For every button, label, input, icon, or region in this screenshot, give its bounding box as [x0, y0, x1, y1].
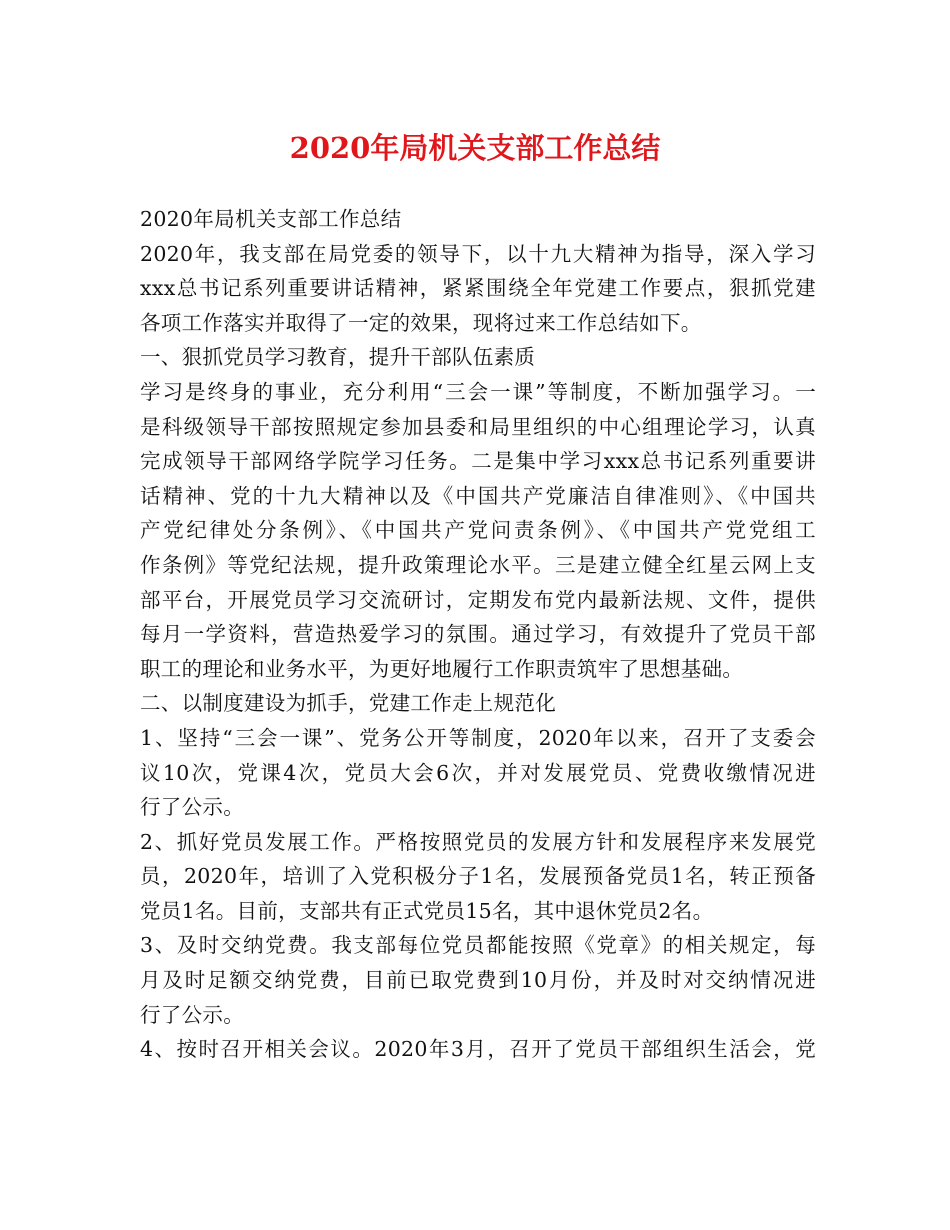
body-line: xxx总书记系列重要讲话精神，紧紧围绕全年党建工作要点，狠抓党建 — [140, 276, 816, 301]
body-line: 行了公示。 — [140, 1002, 244, 1027]
body-line: 月及时足额交纳党费，目前已取党费到10月份，并及时对交纳情况进 — [140, 968, 816, 993]
body-line: 2、抓好党员发展工作。严格按照党员的发展方针和发展程序来发展党 — [140, 829, 816, 854]
section-heading: 二、以制度建设为抓手，党建工作走上规范化 — [140, 691, 556, 716]
section-heading: 一、狠抓党员学习教育，提升干部队伍素质 — [140, 345, 536, 370]
document-body — [140, 202, 816, 1067]
body-line: 学习是终身的事业，充分利用“三会一课”等制度，不断加强学习。一 — [140, 379, 816, 404]
body-line: 1、坚持“三会一课”、党务公开等制度，2020年以来，召开了支委会 — [140, 725, 816, 750]
body-line: 完成领导干部网络学院学习任务。二是集中学习xxx总书记系列重要讲 — [140, 449, 816, 474]
body-line: 各项工作落实并取得了一定的效果，现将过来工作总结如下。 — [140, 310, 702, 335]
body-line: 话精神、党的十九大精神以及《中国共产党廉洁自律准则》、《中国共 — [140, 483, 816, 508]
body-line: 职工的理论和业务水平，为更好地履行工作职责筑牢了思想基础。 — [140, 656, 744, 681]
body-line: 作条例》等党纪法规，提升政策理论水平。三是建立健全红星云网上支 — [140, 552, 816, 577]
body-line: 部平台，开展党员学习交流研讨，定期发布党内最新法规、文件，提供 — [140, 587, 816, 612]
body-line: 2020年局机关支部工作总结 — [140, 207, 402, 231]
body-line: 4、按时召开相关会议。2020年3月，召开了党员干部组织生活会，党 — [140, 1037, 816, 1062]
body-line: 党员1名。目前，支部共有正式党员15名，其中退休党员2名。 — [140, 898, 714, 923]
document-title: 2020年局机关支部工作总结 — [289, 131, 661, 165]
body-line: 是科级领导干部按照规定参加县委和局里组织的中心组理论学习，认真 — [140, 414, 816, 439]
body-line: 议10次，党课4次，党员大会6次，并对发展党员、党费收缴情况进 — [140, 760, 816, 785]
body-line: 产党纪律处分条例》、《中国共产党问责条例》、《中国共产党党组工 — [140, 518, 816, 543]
body-line: 每月一学资料，营造热爱学习的氛围。通过学习，有效提升了党员干部 — [140, 622, 816, 647]
body-line: 行了公示。 — [140, 795, 244, 820]
body-line: 员，2020年，培训了入党积极分子1名，发展预备党员1名，转正预备 — [140, 864, 816, 889]
body-line: 3、及时交纳党费。我支部每位党员都能按照《党章》的相关规定，每 — [140, 933, 816, 958]
body-line: 2020年，我支部在局党委的领导下，以十九大精神为指导，深入学习 — [140, 241, 816, 266]
